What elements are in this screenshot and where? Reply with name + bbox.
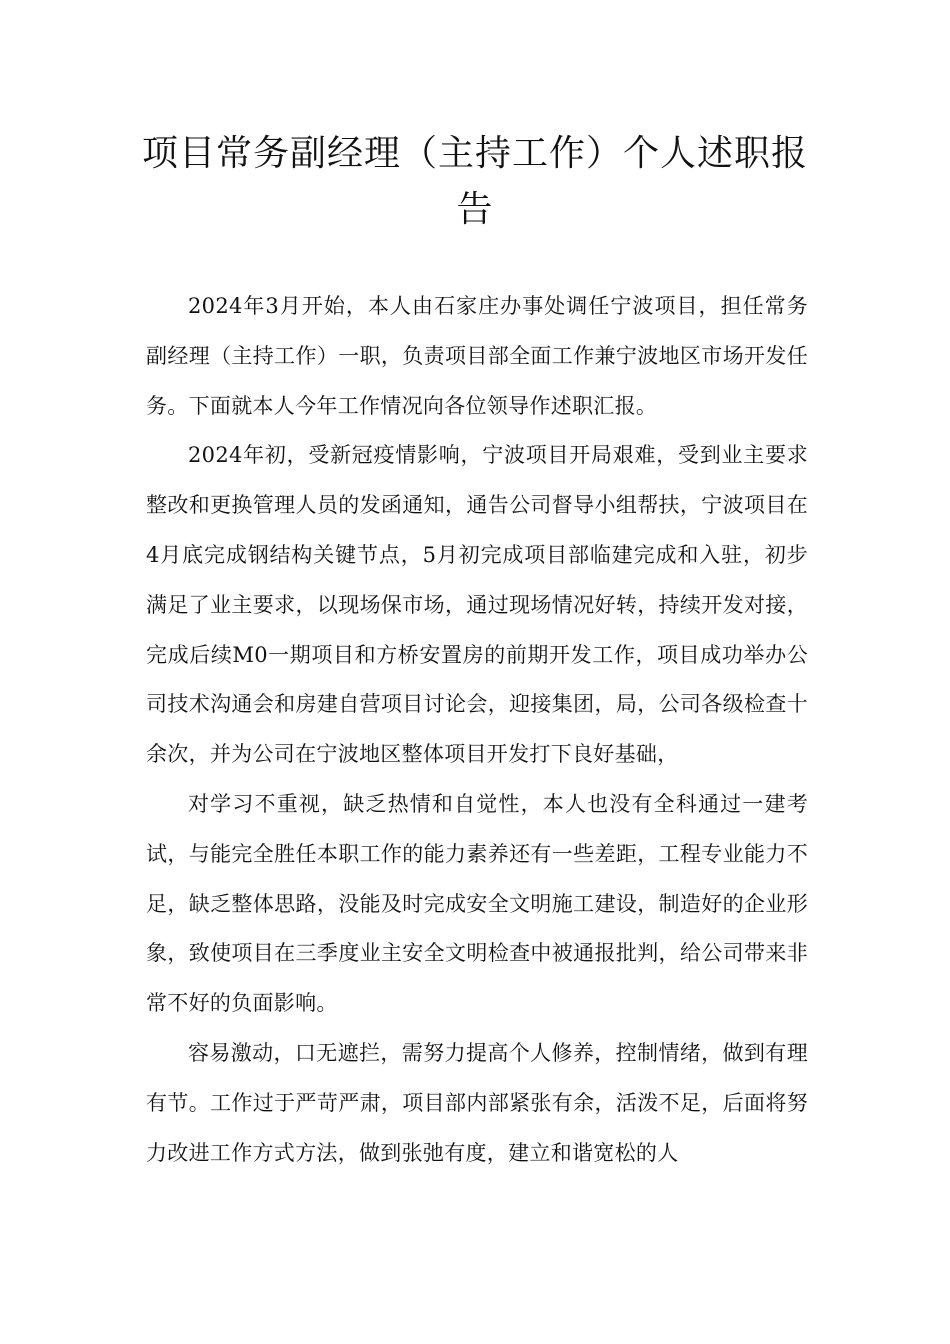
paragraph-2: 2024年初，受新冠疫情影响，宁波项目开局艰难，受到业主要求整改和更换管理人员的发函通知，通告公司督导小组帮扶，宁波项目在4月底完成钢结构关键节点，5月初完成项目部临建完成和入驻，初步满足了业主要求，以现场保市场，通过现场情况好转，持续开发对接，完成后续M0一期项目和方桥安置房的前期开发工作，项目成功举办公司技术沟通会和房建自营项目讨论会，迎接集团，局，公司各级检查十余次，并为公司在宁波地区整体项目开发打下良好基础， bbox=[146, 443, 808, 767]
document-title: 项目常务副经理（主持工作）个人述职报告 bbox=[141, 133, 808, 230]
document-body bbox=[146, 282, 808, 1178]
paragraph-3: 对学习不重视，缺乏热情和自觉性，本人也没有全科通过一建考试，与能完全胜任本职工作的能力素养还有一些差距，工程专业能力不足，缺乏整体思路，没能及时完成安全文明施工建设，制造好的企业形象，致使项目在三季度业主安全文明检查中被通报批判，给公司带来非常不好的负面影响。 bbox=[146, 791, 808, 1016]
paragraph-1: 2024年3月开始，本人由石家庄办事处调任宁波项目，担任常务副经理（主持工作）一职，负责项目部全面工作兼宁波地区市场开发任务。下面就本人今年工作情况向各位领导作述职汇报。 bbox=[146, 294, 808, 418]
paragraph-4: 容易激动，口无遮拦，需努力提高个人修养，控制情绪，做到有理有节。工作过于严苛严肃，项目部内部紧张有余，活泼不足，后面将努力改进工作方式方法，做到张弛有度，建立和谐宽松的人 bbox=[146, 1040, 808, 1165]
